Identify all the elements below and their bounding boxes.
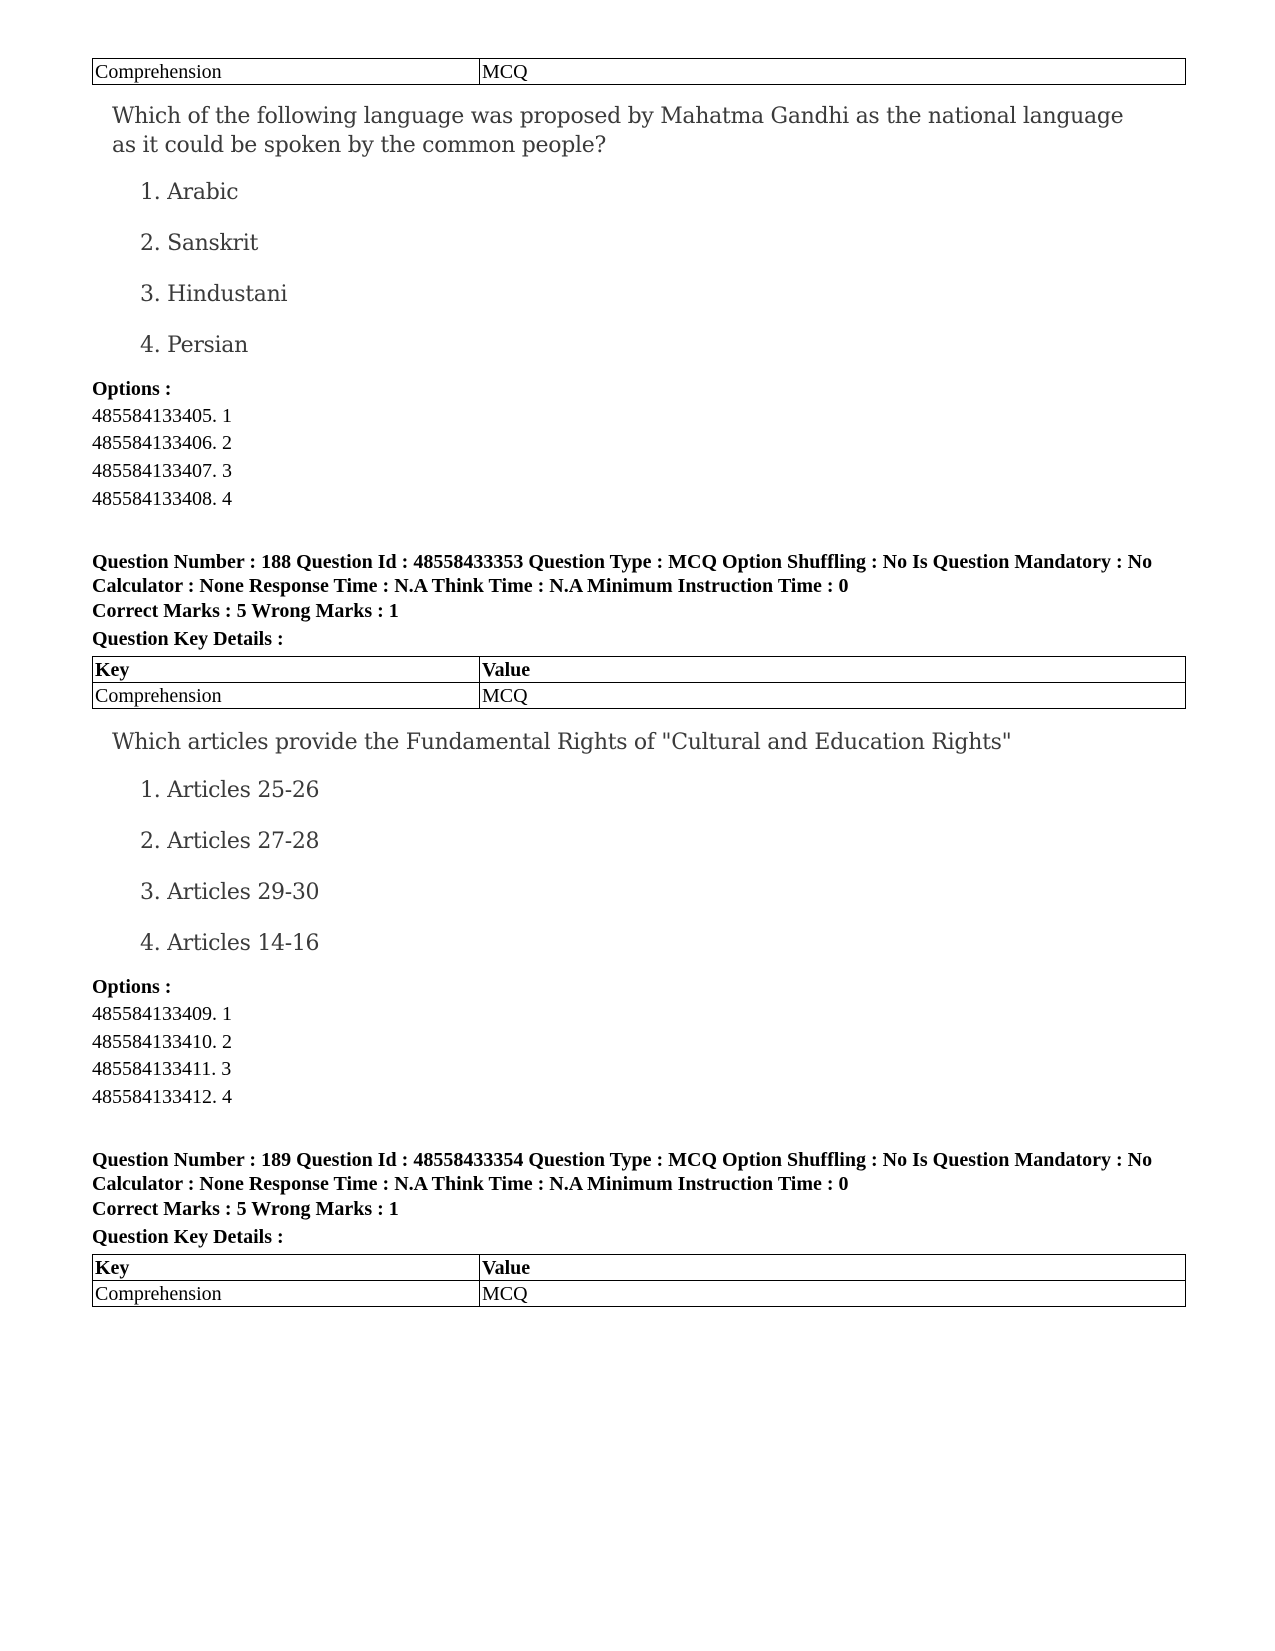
table-cell-value: MCQ	[480, 1281, 1186, 1307]
table-cell-value: MCQ	[480, 59, 1186, 85]
table-header-key: Key	[93, 1255, 480, 1281]
option-id: 485584133408. 4	[92, 488, 232, 510]
option-id: 485584133405. 1	[92, 405, 232, 427]
table-header-key: Key	[93, 657, 480, 683]
choice-item: 1. Articles 25-26	[140, 778, 320, 803]
table-header-value: Value	[480, 657, 1186, 683]
table-cell-key: Comprehension	[93, 1281, 480, 1307]
table-header-row	[93, 657, 1186, 683]
table-header-row	[93, 1255, 1186, 1281]
marks-line-q188: Correct Marks : 5 Wrong Marks : 1	[92, 600, 399, 622]
option-id: 485584133411. 3	[92, 1058, 232, 1080]
question-meta-q188: Question Number : 188 Question Id : 48558433353 Question Type : MCQ Option Shuffling : No Is Question Mandatory : No Calculator : None Response Time : N.A Think Time : N.A Minimum Instruction Time : 0	[92, 551, 1153, 597]
option-id: 485584133412. 4	[92, 1086, 232, 1108]
table-cell-key: Comprehension	[93, 59, 480, 85]
options-label: Options :	[92, 378, 172, 400]
option-id: 485584133409. 1	[92, 1003, 232, 1025]
marks-line-q189: Correct Marks : 5 Wrong Marks : 1	[92, 1198, 399, 1220]
option-id: 485584133406. 2	[92, 432, 232, 454]
key-details-label-q188: Question Key Details :	[92, 628, 284, 650]
key-details-label-q189: Question Key Details :	[92, 1226, 284, 1248]
key-details-table-q188	[92, 656, 1186, 709]
choice-item: 4. Persian	[140, 333, 248, 358]
choice-item: 3. Hindustani	[140, 282, 288, 307]
choice-item: 1. Arabic	[140, 180, 239, 205]
question-text-q187: Which of the following language was proposed by Mahatma Gandhi as the national language as it could be spoken by the common people?	[112, 104, 1124, 158]
key-details-table-q187	[92, 58, 1186, 85]
key-details-table-q189	[92, 1254, 1186, 1307]
table-header-value: Value	[480, 1255, 1186, 1281]
table-cell-key: Comprehension	[93, 683, 480, 709]
options-label: Options :	[92, 976, 172, 998]
choice-item: 2. Articles 27-28	[140, 829, 320, 854]
table-row	[93, 59, 1186, 85]
table-row	[93, 1281, 1186, 1307]
option-id: 485584133407. 3	[92, 460, 232, 482]
question-text-q188: Which articles provide the Fundamental Rights of "Cultural and Education Rights"	[112, 730, 1012, 755]
choice-item: 2. Sanskrit	[140, 231, 259, 256]
option-id: 485584133410. 2	[92, 1031, 232, 1053]
choice-item: 4. Articles 14-16	[140, 931, 320, 956]
choice-item: 3. Articles 29-30	[140, 880, 320, 905]
question-meta-q189: Question Number : 189 Question Id : 48558433354 Question Type : MCQ Option Shuffling : No Is Question Mandatory : No Calculator : None Response Time : N.A Think Time : N.A Minimum Instruction Time : 0	[92, 1149, 1153, 1195]
table-row	[93, 683, 1186, 709]
table-cell-value: MCQ	[480, 683, 1186, 709]
